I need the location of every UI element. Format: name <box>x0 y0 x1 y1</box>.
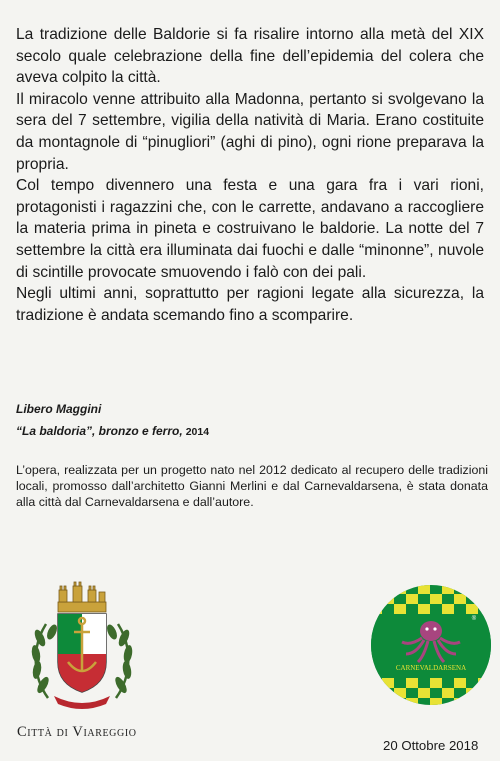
paragraph-origin: La tradizione delle Baldorie si fa risalire intorno alla metà del XIX secolo quale celebrazione della fine dell’epidemia del colera che aveva colpito la città. <box>16 26 484 87</box>
badge-text: CARNEVALDARSENA <box>395 664 467 672</box>
artwork-author: Libero Maggini <box>16 402 102 416</box>
main-text <box>16 24 484 326</box>
artwork-title: “La baldoria”, bronzo e ferro, <box>16 424 183 438</box>
paragraph-decline: Negli ultimi anni, soprattutto per ragioni legate alla sicurezza, la tradizione è andata scemando fino a scomparire. <box>16 285 484 324</box>
carnevaldarsena-badge-icon <box>370 584 492 706</box>
event-date: 20 Ottobre 2018 <box>383 738 479 753</box>
donation-note: L’opera, realizzata per un progetto nato nel 2012 dedicato al recupero delle tradizioni locali, promosso dall’architetto Gianni Merlini e dal Carnevaldarsena, è stata donata alla città dal Carnevaldarsena e dall’autore. <box>16 463 488 509</box>
paragraph-festival: Col tempo divennero una festa e una gara fra i vari rioni, protagonisti i ragazzini che, con le carrette, andavano a raccogliere la materia prima in pineta e costruivano le baldorie. La notte del 7 settembre la città era illuminata dai fuochi e dalle “minonne”, nuvole di scintille provocate smuovendo i falò con dei pali. <box>16 177 484 281</box>
artwork-year: 2014 <box>185 426 210 438</box>
registered-mark: ® <box>471 616 477 622</box>
viareggio-crest-icon <box>28 580 136 712</box>
paragraph-miracle: Il miracolo venne attribuito alla Madonna, pertanto si svolgevano la sera del 7 settembre, vigilia della natività di Maria. Erano costituite da montagnole di “pinugliori” (aghi di pino), ogni rione preparava la propria. <box>16 90 484 173</box>
artwork-caption <box>16 424 209 438</box>
city-name: Città di Viareggio <box>17 724 137 740</box>
